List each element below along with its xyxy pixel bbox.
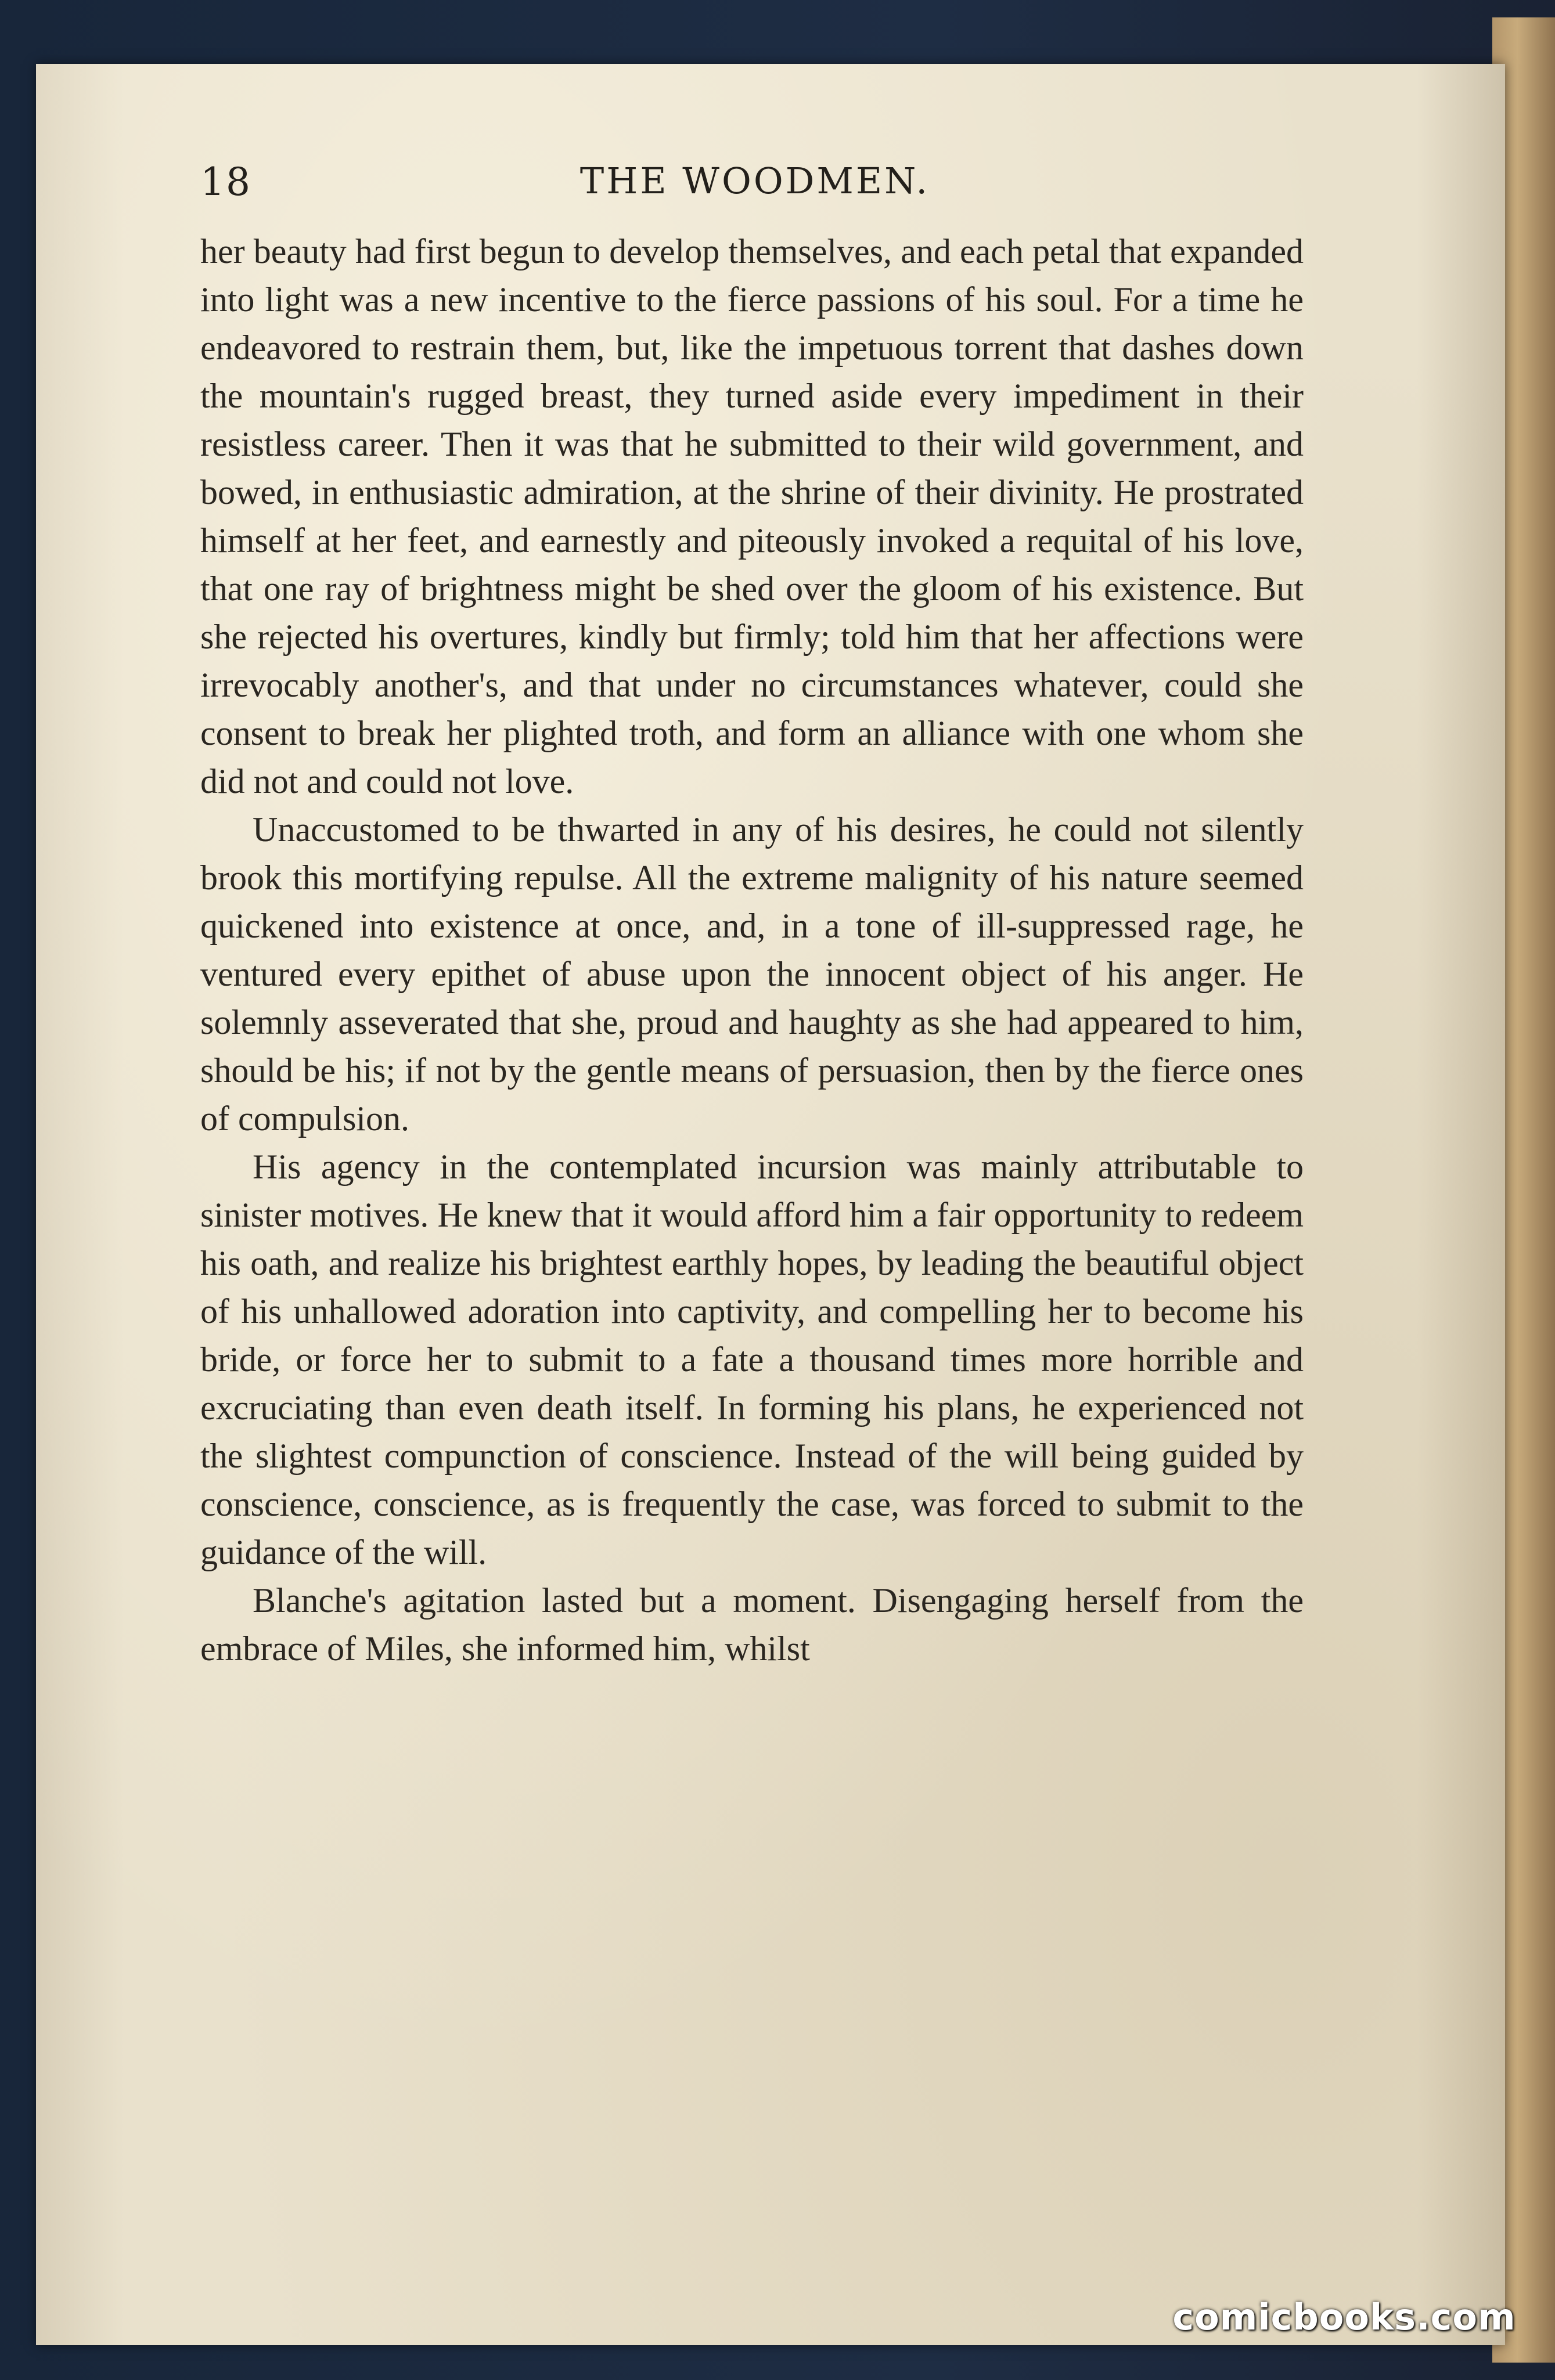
paragraph: His agency in the contemplated incursion was mainly attributable to sinister motives. He knew that it would afford him a fair opportunity to redeem his oath, and realize his brightest earthly hopes, by leading the beautiful object of his unhallowed adoration into captivity, and compelling her to become his bride, or force her to submit to a fate a thousand times more horrible and excruciating than even death itself. In forming his plans, he experienced not the slightest compunction of conscience. Instead of the will being guided by conscience, conscience, as is frequently the case, was forced to submit to the guidance of the will. [200,1148,1304,1571]
running-title: THE WOODMEN. [579,160,930,202]
body-text [200,228,1304,1673]
page-number: 18 [200,160,251,204]
watermark: comicbooks.com [1172,2296,1516,2338]
page-header [200,160,1309,212]
paragraph: Unaccustomed to be thwarted in any of his desires, he could not silently brook this mortifying repulse. All the extreme malignity of his nature seemed quickened into existence at once, and, in a tone of ill-suppressed rage, he ventured every epithet of abuse upon the innocent object of his anger. He solemnly asseverated that she, proud and haughty as she had appeared to him, should be his; if not by the gentle means of persuasion, then by the fierce ones of compulsion. [200,810,1304,1138]
paragraph: Blanche's agitation lasted but a moment. Disengaging herself from the embrace of Miles, she informed him, whilst [200,1581,1304,1668]
paragraph-continued: her beauty had first begun to develop themselves, and each petal that expanded into light was a new incentive to the fierce passions of his soul. For a time he endeavored to restrain them, but, like the impetuous torrent that dashes down the mountain's rugged breast, they turned aside every impediment in their resistless career. Then it was that he submitted to their wild government, and bowed, in enthusiastic admiration, at the shrine of their divinity. He prostrated himself at her feet, and earnestly and piteously invoked a requital of his love, that one ray of brightness might be shed over the gloom of his existence. But she rejected his overtures, kindly but firmly; told him that her affections were irrevocably another's, and that under no circumstances whatever, could she consent to break her plighted troth, and form an alliance with one whom she did not and could not love. [200,232,1304,800]
